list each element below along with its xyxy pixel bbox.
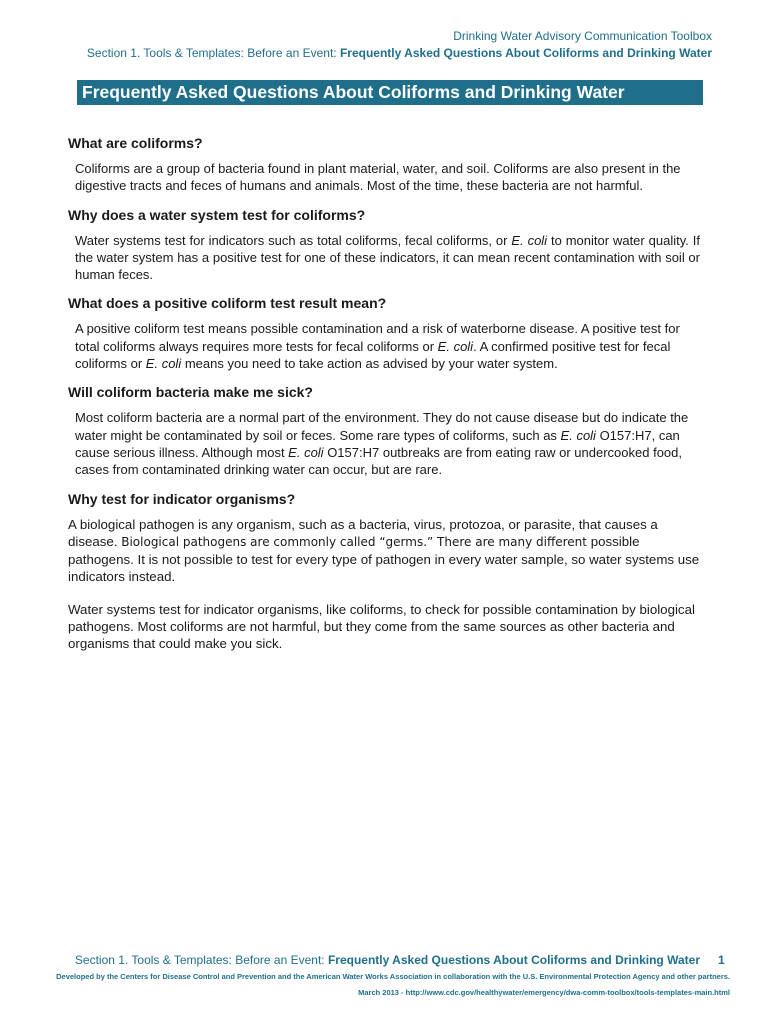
answer-4-text-b: O157:H7, can cause serious illness. Although most — [75, 427, 680, 460]
answer-5-text-b: Biological pathogens are commonly called “germs.” There are many different — [121, 534, 587, 549]
faq-question-5: Why test for indicator organisms? — [68, 490, 296, 507]
answer-4-text-a: Most coliform bacteria are a normal part of the environment. They do not cause disease but do indicate the water might be contaminated by soil or feces. Some rare types of coliforms, such as — [75, 410, 689, 443]
footer-section-title: Frequently Asked Questions About Coliforms and Drinking Water — [327, 953, 700, 967]
faq-answer-5-paragraph-2: Water systems test for indicator organisms, like coliforms, to check for possible contamination by biological pathogens. Most coliforms are not harmful, but they come from the same sources as other bacteria and organisms that could make you sick. — [68, 601, 695, 651]
footer-date-url: March 2013 - http://www.cdc.gov/healthywater/emergency/dwa-comm-toolbox/tools-templates-main.html — [358, 988, 730, 997]
faq-answer-1: Coliforms are a group of bacteria found in plant material, water, and soil. Coliforms are also present in the digestive tracts and feces of humans and animals. Most of the time, these bacteria are not harmful. — [75, 161, 681, 194]
faq-question-4: Will coliform bacteria make me sick? — [68, 384, 313, 401]
header-section-prefix: Section 1. Tools & Templates: Before an Event: — [86, 46, 340, 60]
answer-2-ecoli: E. coli — [511, 232, 548, 248]
answer-3-ecoli-2: E. coli — [145, 356, 182, 372]
answer-4-ecoli-1: E. coli — [560, 427, 596, 443]
answer-3-text-a: A positive coliform test means possible contamination and a risk of waterborne disease. A positive test for total coliforms always requires more tests for fecal coliforms or — [75, 321, 680, 354]
footer-section-prefix: Section 1. Tools & Templates: Before an Event: — [74, 953, 328, 967]
footer-credit: Developed by the Centers for Disease Control and Prevention and the American Water Works Association in collaboration with the U.S. Environmental Protection Agency and other partners. — [56, 972, 730, 981]
answer-3-text-c: means you need to take action as advised by your water system. — [181, 356, 558, 372]
answer-2-text-b: to monitor water quality. If the water system has a positive test for one of these indicators, it can mean recent contamination with soil or human feces. — [75, 232, 700, 283]
answer-5-text-c: possible pathogens. It is not possible to test for every type of pathogen in every water sample, so water systems use indicators instead. — [68, 533, 700, 584]
faq-answer-4 — [75, 409, 700, 478]
answer-3-text-b: . A confirmed positive test for fecal coliforms or — [75, 338, 671, 372]
header-section-line — [87, 45, 712, 62]
answer-4-ecoli-2: E. coli — [288, 444, 324, 460]
page-number: 1 — [718, 953, 725, 967]
header-toolbox-name: Drinking Water Advisory Communication Toolbox — [453, 29, 712, 43]
faq-question-3: What does a positive coliform test result mean? — [68, 295, 387, 312]
faq-answer-5-paragraph-1 — [68, 516, 700, 585]
faq-answer-2 — [75, 232, 700, 284]
footer-section-line — [36, 952, 700, 969]
answer-5-text-a: A biological pathogen is any organism, such as a bacteria, virus, protozoa, or parasite, that causes a disease. — [68, 516, 658, 549]
answer-2-text-a: Water systems test for indicators such as total coliforms, fecal coliforms, or — [75, 232, 512, 248]
faq-answer-3 — [75, 320, 700, 372]
faq-question-1: What are coliforms? — [68, 135, 203, 151]
answer-3-ecoli-1: E. coli — [437, 338, 474, 354]
faq-question-2: Why does a water system test for coliforms? — [68, 206, 366, 223]
page-title: Frequently Asked Questions About Coliforms and Drinking Water — [77, 80, 703, 105]
faq-content — [68, 133, 700, 668]
header-section-title: Frequently Asked Questions About Coliforms and Drinking Water — [339, 46, 712, 60]
answer-4-text-c: O157:H7 outbreaks are from eating raw or undercooked food, cases from contaminated drinking water can occur, but are rare. — [75, 444, 683, 478]
